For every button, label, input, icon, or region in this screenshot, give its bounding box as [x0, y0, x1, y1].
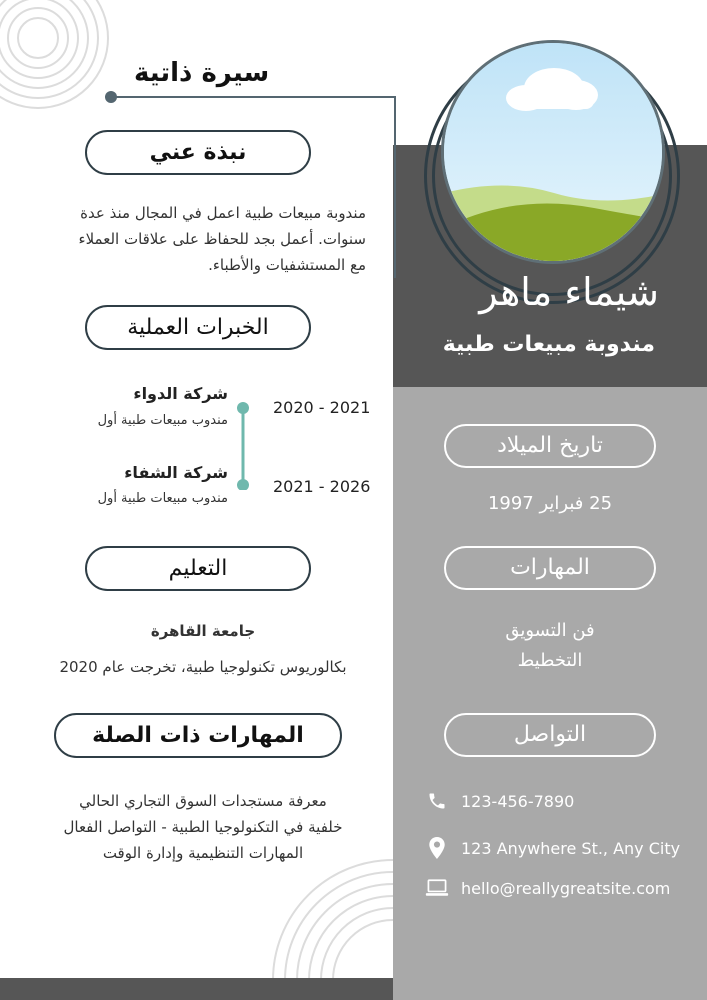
related-skills-heading: المهارات ذات الصلة	[54, 713, 342, 758]
location-pin-icon	[425, 837, 449, 859]
related-skills-list	[20, 788, 386, 866]
sidebar-panel	[393, 387, 707, 1000]
decorative-arcs-bottom	[260, 850, 393, 980]
about-heading: نبذة عني	[85, 130, 311, 175]
experience-timeline	[234, 400, 254, 490]
contact-address: 123 Anywhere St., Any City	[461, 838, 681, 858]
experience-years: 2020 - 2021	[273, 398, 371, 417]
laptop-icon	[425, 879, 449, 897]
experience-company: شركة الشفاء	[124, 463, 228, 482]
about-text	[40, 200, 366, 278]
experience-heading: الخبرات العملية	[85, 305, 311, 350]
profile-name: شيماء ماهر	[479, 270, 659, 314]
related-skill-line: خلفية في التكنولوجيا الطبية - التواصل الفعال	[63, 818, 343, 836]
skill-item: التخطيط	[517, 650, 583, 671]
page-title: سيرة ذاتية	[134, 58, 270, 88]
education-school: جامعة القاهرة	[150, 622, 256, 640]
experience-company: شركة الدواء	[133, 384, 228, 403]
phone-icon	[425, 791, 449, 811]
experience-role: مندوب مبيعات طبية أول	[97, 491, 228, 506]
education-heading: التعليم	[85, 546, 311, 591]
birthdate-heading: تاريخ الميلاد	[444, 424, 656, 468]
contact-email[interactable]: hello@reallygreatsite.com	[461, 878, 671, 898]
skill-item: فن التسويق	[505, 620, 595, 641]
contact-heading: التواصل	[444, 713, 656, 757]
skills-heading: المهارات	[444, 546, 656, 590]
about-line: مندوبة مبيعات طبية اعمل في المجال منذ عدة	[80, 204, 366, 222]
profile-job-title: مندوبة مبيعات طبية	[442, 332, 655, 357]
profile-photo	[441, 40, 665, 264]
birthdate-value: 25 فبراير 1997	[487, 493, 613, 514]
education-degree: بكالوريوس تكنولوجيا طبية، تخرجت عام 2020	[59, 658, 347, 676]
experience-role: مندوب مبيعات طبية أول	[97, 413, 228, 428]
related-skill-line: المهارات التنظيمية وإدارة الوقت	[102, 844, 304, 862]
contact-phone-row	[425, 788, 685, 814]
contact-phone[interactable]: 123-456-7890	[461, 791, 575, 811]
about-line: سنوات. أعمل بجد للحفاظ على علاقات العملاء	[78, 230, 366, 248]
related-skill-line: معرفة مستجدات السوق التجاري الحالي	[79, 792, 327, 810]
bottom-bar	[0, 978, 393, 1000]
contact-address-row	[425, 835, 685, 861]
experience-years: 2021 - 2026	[273, 477, 371, 496]
contact-email-row	[425, 875, 685, 901]
about-line: مع المستشفيات والأطباء.	[208, 256, 366, 274]
